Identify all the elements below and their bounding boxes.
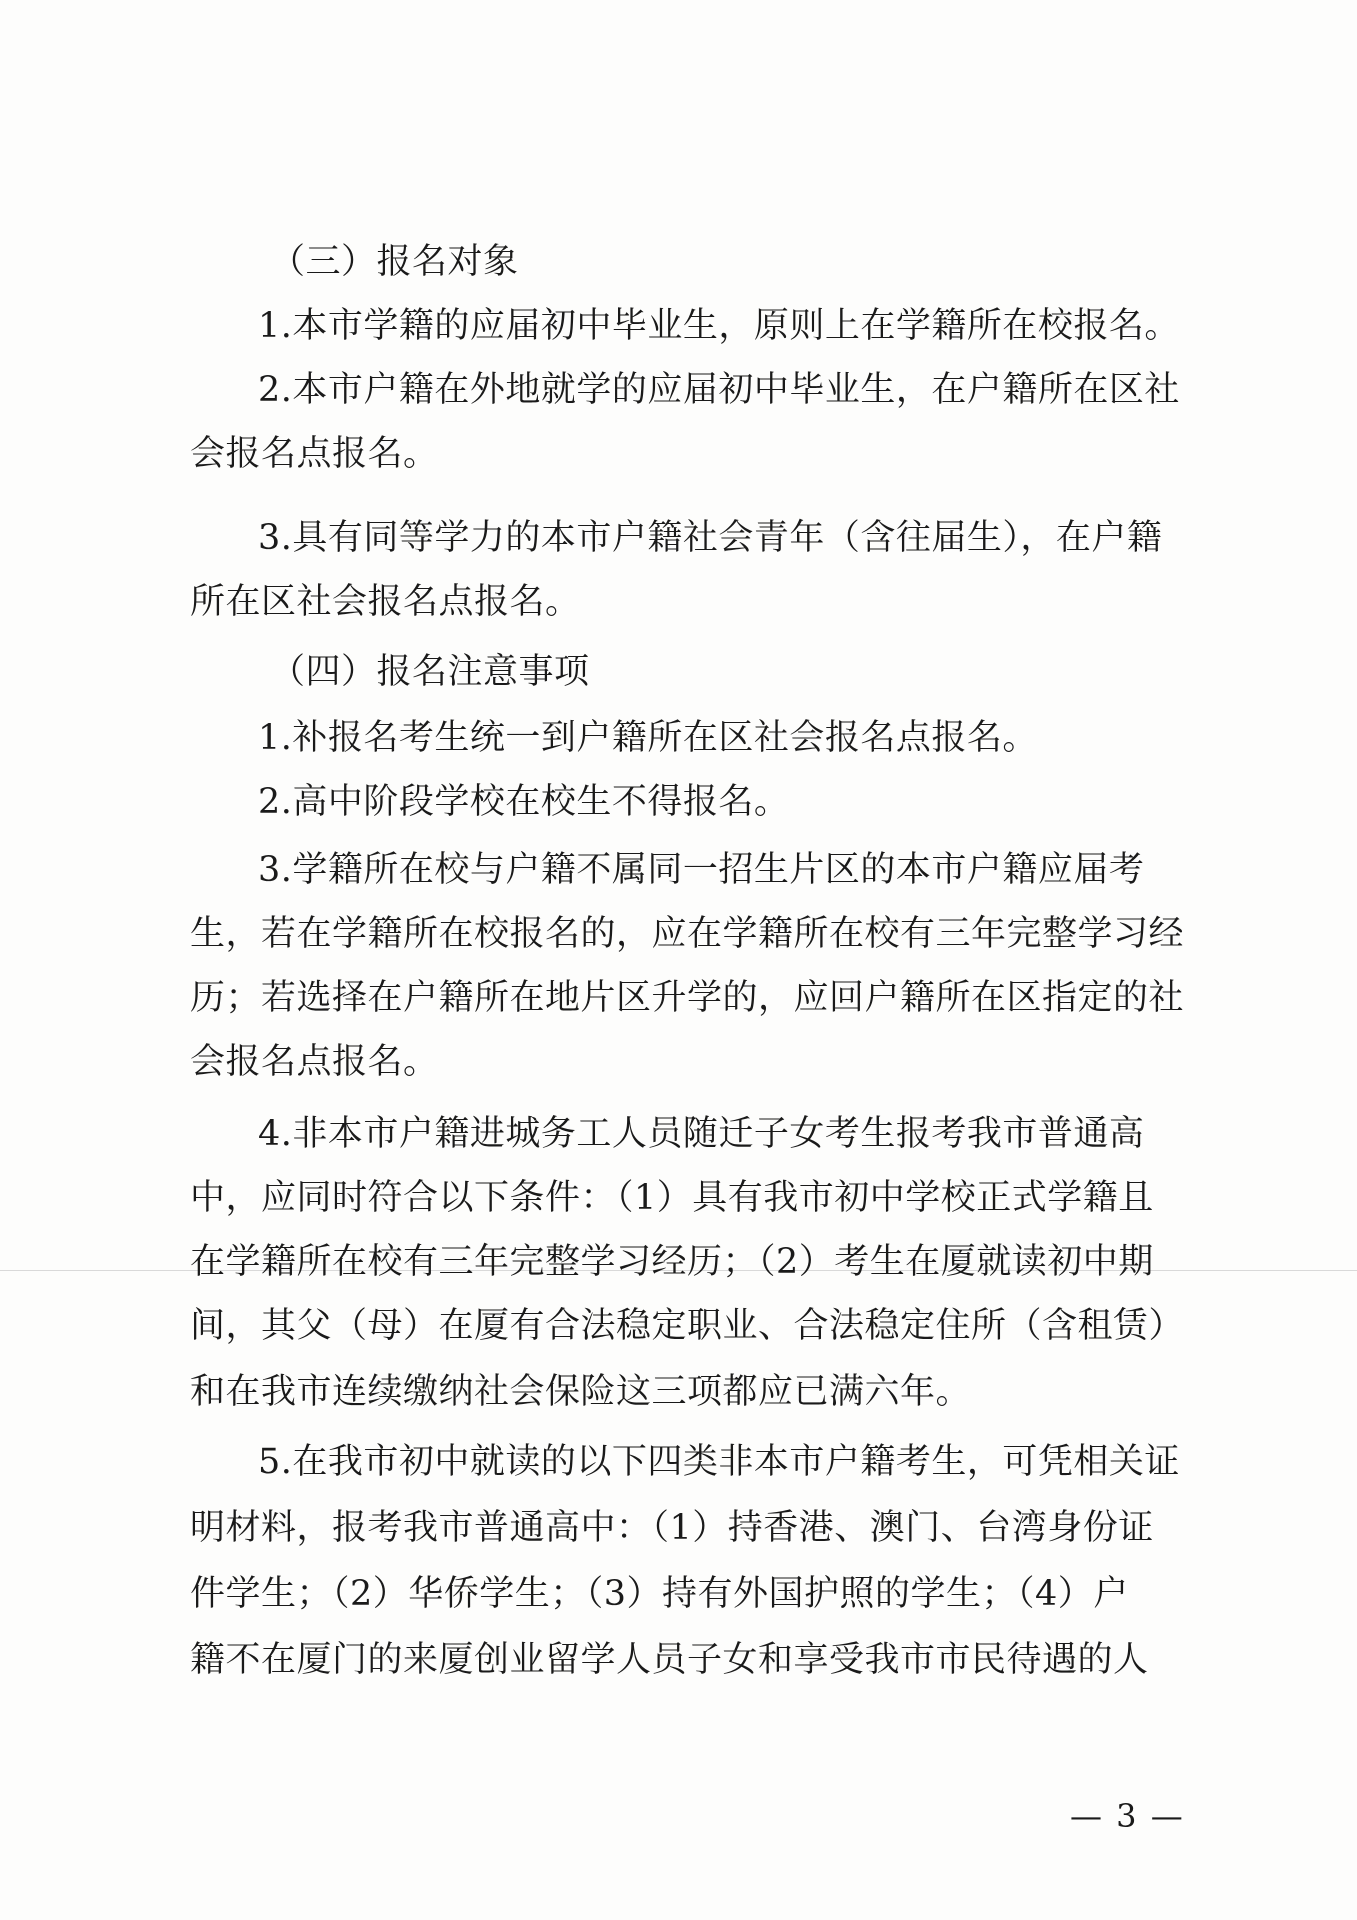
heading-text: （四）报名注意事项 bbox=[270, 652, 590, 692]
heading-text: （三）报名对象 bbox=[270, 242, 519, 282]
paragraph-line: 和在我市连续缴纳社会保险这三项都应已满六年。 bbox=[190, 1372, 972, 1412]
paragraph-line: 在学籍所在校有三年完整学习经历；（2）考生在厦就读初中期 bbox=[190, 1242, 1154, 1282]
paragraph-line: 明材料，报考我市普通高中：（1）持香港、澳门、台湾身份证 bbox=[190, 1508, 1154, 1548]
paragraph-line: 2.高中阶段学校在校生不得报名。 bbox=[258, 782, 790, 822]
paragraph-line: 3.学籍所在校与户籍不属同一招生片区的本市户籍应届考 bbox=[258, 850, 1145, 890]
paragraph-line: 中，应同时符合以下条件：（1）具有我市初中学校正式学籍且 bbox=[190, 1178, 1154, 1218]
paragraph-line: 所在区社会报名点报名。 bbox=[190, 582, 581, 622]
page-number: — 3 — bbox=[1070, 1797, 1185, 1835]
paragraph-line: 籍不在厦门的来厦创业留学人员子女和享受我市市民待遇的人 bbox=[190, 1640, 1149, 1680]
paragraph-line: 3.具有同等学力的本市户籍社会青年（含往届生），在户籍 bbox=[258, 518, 1163, 558]
paragraph-line: 会报名点报名。 bbox=[190, 1042, 439, 1082]
paragraph-line: 2.本市户籍在外地就学的应届初中毕业生，在户籍所在区社 bbox=[258, 370, 1180, 410]
paragraph-line: 间，其父（母）在厦有合法稳定职业、合法稳定住所（含租赁） bbox=[190, 1306, 1185, 1346]
paragraph-line: 5.在我市初中就读的以下四类非本市户籍考生，可凭相关证 bbox=[258, 1442, 1180, 1482]
paragraph-line: 1.本市学籍的应届初中毕业生，原则上在学籍所在校报名。 bbox=[258, 306, 1180, 346]
paragraph-line: 件学生；（2）华侨学生；（3）持有外国护照的学生；（4）户 bbox=[190, 1574, 1129, 1614]
paragraph-line: 会报名点报名。 bbox=[190, 434, 439, 474]
paragraph-line: 4.非本市户籍进城务工人员随迁子女考生报考我市普通高 bbox=[258, 1114, 1145, 1154]
paragraph-line: 1.补报名考生统一到户籍所在区社会报名点报名。 bbox=[258, 718, 1038, 758]
paragraph-line: 历；若选择在户籍所在地片区升学的，应回户籍所在区指定的社 bbox=[190, 978, 1185, 1018]
paragraph-line: 生，若在学籍所在校报名的，应在学籍所在校有三年完整学习经 bbox=[190, 914, 1185, 954]
